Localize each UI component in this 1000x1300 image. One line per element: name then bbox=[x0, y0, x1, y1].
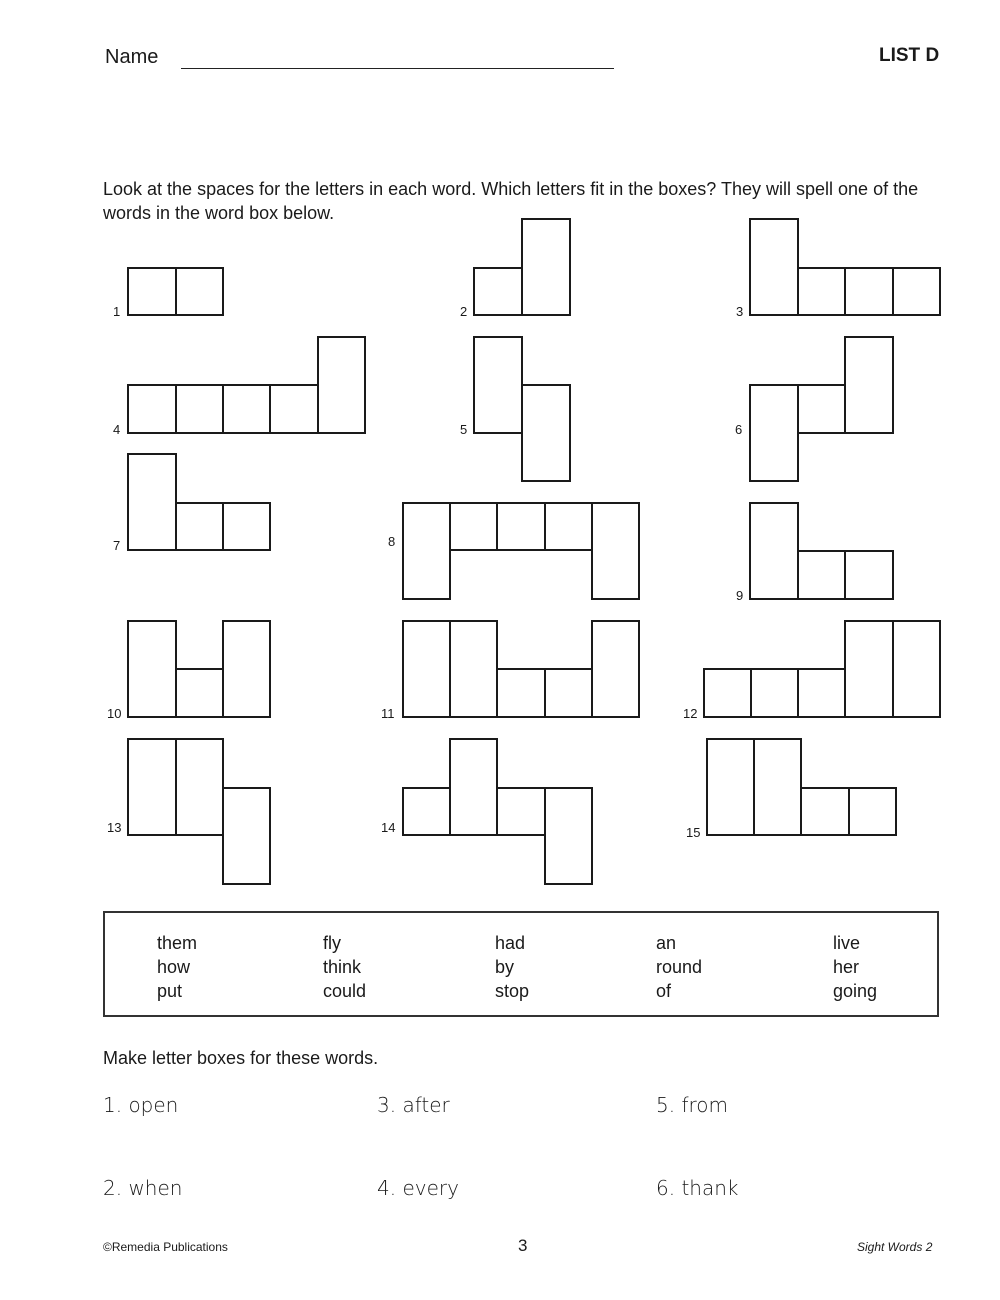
letter-box bbox=[128, 739, 176, 835]
letter-box bbox=[223, 503, 270, 550]
word-column bbox=[323, 931, 366, 1003]
make-word-item: 3. after bbox=[377, 1093, 450, 1117]
word-column bbox=[157, 931, 197, 1003]
word: round bbox=[656, 957, 703, 977]
letter-box bbox=[176, 385, 223, 433]
letter-box bbox=[798, 551, 845, 599]
letter-box bbox=[128, 454, 176, 550]
letter-box bbox=[893, 621, 940, 717]
puzzle-number: 12 bbox=[683, 706, 698, 721]
word-column bbox=[656, 931, 702, 1003]
letter-box bbox=[704, 669, 751, 717]
puzzle-1 bbox=[113, 268, 223, 319]
letter-box bbox=[223, 385, 270, 433]
word: could bbox=[323, 981, 367, 1001]
letter-box bbox=[798, 268, 845, 315]
puzzle-6 bbox=[735, 337, 893, 481]
letter-box bbox=[545, 503, 592, 550]
letter-box bbox=[592, 621, 639, 717]
puzzle-number: 8 bbox=[388, 534, 396, 549]
word-box bbox=[103, 911, 939, 1017]
letter-box bbox=[128, 385, 176, 433]
letter-box bbox=[522, 219, 570, 315]
puzzle-number: 11 bbox=[381, 706, 395, 721]
letter-box bbox=[750, 385, 798, 481]
puzzle-number: 14 bbox=[381, 820, 396, 835]
word: fly bbox=[323, 933, 341, 953]
letter-box bbox=[849, 788, 896, 835]
puzzle-number: 9 bbox=[736, 588, 744, 603]
letter-box bbox=[545, 669, 592, 717]
letter-box bbox=[223, 621, 270, 717]
make-word-item: 6. thank bbox=[656, 1176, 739, 1200]
puzzle-number: 1 bbox=[113, 304, 121, 319]
make-word-item: 5. from bbox=[656, 1093, 728, 1117]
letter-box bbox=[750, 503, 798, 599]
letter-box bbox=[845, 551, 893, 599]
puzzle-number: 5 bbox=[460, 422, 468, 437]
word-column bbox=[833, 931, 877, 1003]
puzzle-14 bbox=[381, 739, 592, 884]
puzzle-12 bbox=[683, 621, 940, 721]
letter-box bbox=[474, 337, 522, 433]
instructions: Look at the spaces for the letters in each word. Which letters fit in the boxes? They will spell one of the words in the word box below. bbox=[103, 179, 919, 223]
letter-box bbox=[450, 621, 497, 717]
word: her bbox=[833, 957, 860, 977]
make-word-item: 1. open bbox=[103, 1093, 179, 1117]
letter-box bbox=[403, 788, 450, 835]
letter-box bbox=[128, 621, 176, 717]
letter-box bbox=[176, 739, 223, 835]
word: going bbox=[833, 981, 878, 1001]
letter-box bbox=[798, 385, 845, 433]
word: by bbox=[495, 957, 515, 977]
puzzle-4 bbox=[113, 337, 365, 437]
letter-box bbox=[403, 503, 450, 599]
letter-box bbox=[845, 621, 893, 717]
letter-box bbox=[176, 268, 223, 315]
word: live bbox=[833, 933, 861, 953]
letter-box bbox=[750, 219, 798, 315]
name-label: Name bbox=[105, 46, 159, 68]
make-boxes-instruction: Make letter boxes for these words. bbox=[103, 1048, 379, 1068]
letter-box bbox=[845, 268, 893, 315]
puzzle-number: 15 bbox=[686, 825, 701, 840]
letter-box bbox=[751, 669, 798, 717]
letter-box bbox=[893, 268, 940, 315]
word: an bbox=[656, 933, 677, 953]
letter-box bbox=[522, 385, 570, 481]
letter-box bbox=[223, 788, 270, 884]
puzzle-5 bbox=[460, 337, 570, 481]
letter-box bbox=[798, 669, 845, 717]
letter-box bbox=[403, 621, 450, 717]
word: of bbox=[656, 981, 672, 1001]
word: put bbox=[157, 981, 183, 1001]
puzzle-number: 13 bbox=[107, 820, 122, 835]
footer-book-title: Sight Words 2 bbox=[857, 1240, 933, 1254]
puzzle-number: 10 bbox=[107, 706, 122, 721]
letter-box bbox=[801, 788, 849, 835]
list-label: LIST D bbox=[879, 45, 940, 66]
puzzle-9 bbox=[736, 503, 893, 603]
puzzle-8 bbox=[388, 503, 639, 599]
letter-box bbox=[497, 788, 545, 835]
word: how bbox=[157, 957, 191, 977]
letter-box bbox=[270, 385, 318, 433]
letter-box bbox=[707, 739, 754, 835]
puzzle-number: 7 bbox=[113, 538, 121, 553]
letter-box bbox=[545, 788, 592, 884]
letter-box bbox=[450, 739, 497, 835]
letter-box bbox=[754, 739, 801, 835]
puzzle-2 bbox=[460, 219, 570, 319]
puzzle-10 bbox=[107, 621, 270, 721]
word: stop bbox=[495, 981, 530, 1001]
word: think bbox=[323, 957, 362, 977]
puzzle-number: 3 bbox=[736, 304, 744, 319]
puzzle-11 bbox=[381, 621, 639, 721]
puzzle-number: 2 bbox=[460, 304, 468, 319]
letter-box bbox=[128, 268, 176, 315]
word-column bbox=[495, 931, 529, 1003]
letter-box bbox=[845, 337, 893, 433]
letter-box bbox=[592, 503, 639, 599]
word: them bbox=[157, 933, 198, 953]
letter-box bbox=[176, 669, 223, 717]
puzzle-13 bbox=[107, 739, 270, 884]
letter-box bbox=[450, 503, 497, 550]
make-word-item: 4. every bbox=[377, 1176, 459, 1200]
footer-publisher: ©Remedia Publications bbox=[103, 1240, 228, 1254]
puzzle-number: 6 bbox=[735, 422, 743, 437]
puzzle-number: 4 bbox=[113, 422, 121, 437]
letter-box bbox=[497, 669, 545, 717]
letter-box bbox=[474, 268, 522, 315]
puzzle-15 bbox=[686, 739, 896, 840]
letter-box bbox=[176, 503, 223, 550]
letter-box bbox=[318, 337, 365, 433]
page-number: 3 bbox=[518, 1236, 528, 1255]
puzzle-3 bbox=[736, 219, 940, 319]
make-word-item: 2. when bbox=[103, 1176, 183, 1200]
word: had bbox=[495, 933, 526, 953]
puzzle-7 bbox=[113, 454, 270, 553]
letter-box bbox=[497, 503, 545, 550]
